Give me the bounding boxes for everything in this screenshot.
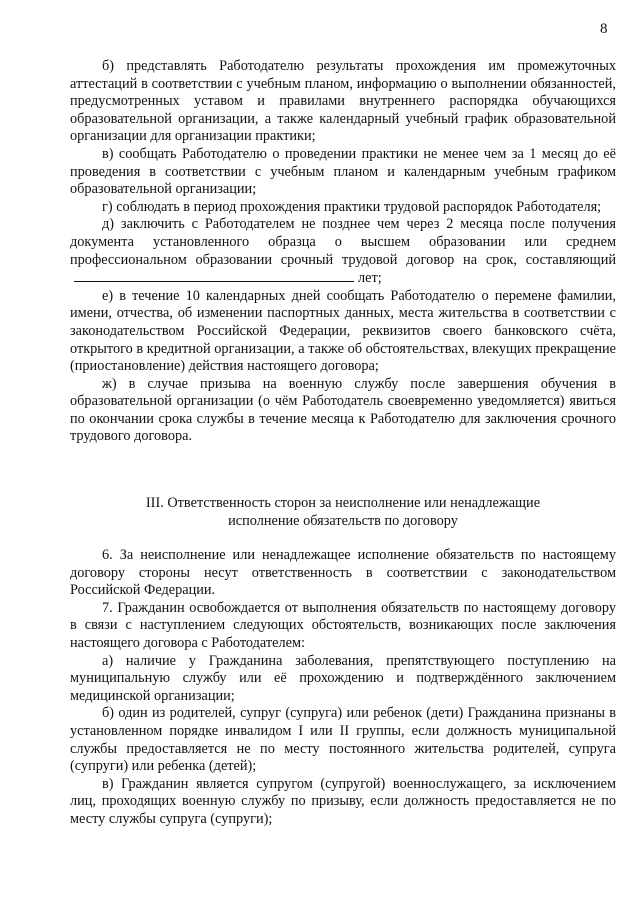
- responsibility-list: [70, 547, 616, 829]
- paragraph-6: 6. За неисполнение или ненадлежащее исполнение обязательств по настоящему договору стороны несут ответственность в соответствии с законодательством Российской Федерации.: [70, 547, 616, 599]
- contract-term-blank: [74, 269, 354, 282]
- paragraph-7-item-v: в) Гражданин является супругом (супругой) военнослужащего, за исключением лиц, проходящих военную службу по призыву, если должность предоставляется не по месту службы супруга (супруги);: [70, 775, 616, 827]
- item-d-text: д) заключить с Работодателем не позднее чем через 2 месяца после получения документа установленного образца о высшем образовании или среднем профессиональном образовании срочный трудовой договор на срок, составляющий: [70, 216, 616, 268]
- page-number: 8: [600, 21, 608, 37]
- obligations-list: [70, 58, 616, 446]
- paragraph-item-b: б) представлять Работодателю результаты прохождения им промежуточных аттестаций в соответствии с учебным планом, информацию о выполнении обязанностей, предусмотренных уставом и правилами внутреннего распорядка обучающихся образовательной организации, а также календарный учебный график образовательной организации для организации практики;: [70, 58, 616, 145]
- paragraph-item-zh: ж) в случае призыва на военную службу после завершения обучения в образовательной организации (о чём Работодатель своевременно уведомляется) явиться по окончании срока службы в течение месяца к Работодателю для заключения срочного трудового договора.: [70, 375, 616, 445]
- paragraph-item-g: г) соблюдать в период прохождения практики трудовой распорядок Работодателя;: [102, 198, 602, 215]
- paragraph-item-v: в) сообщать Работодателю о проведении практики не менее чем за 1 месяц до её проведения в соответствии с учебным планом и календарным учебным графиком образовательной организации;: [70, 145, 616, 198]
- paragraph-7: 7. Гражданин освобождается от выполнения обязательств по настоящему договору в связи с наступлением следующих обстоятельств, возникающих после заключения настоящего договора с Работодателем:: [70, 599, 616, 651]
- section-heading-line-2: исполнение обязательств по договору: [228, 512, 458, 529]
- paragraph-item-d: [70, 216, 616, 287]
- section-heading-line-1: III. Ответственность сторон за неисполнение или ненадлежащие: [145, 495, 541, 511]
- section-heading: [70, 495, 616, 530]
- paragraph-item-e: е) в течение 10 календарных дней сообщать Работодателю о перемене фамилии, имени, отчества, об изменении паспортных данных, места жительства в соответствии с законодательством Российской Федерации, реквизитов своего банковского счёта, открытого в кредитной организации, а также об обстоятельствах, влекущих прекращение (приостановление) действия настоящего договора;: [70, 287, 616, 375]
- paragraph-7-item-b: б) один из родителей, супруг (супруга) или ребенок (дети) Гражданина признаны в установленном порядке инвалидом I или II группы, если должность муниципальной службы предоставляется не по месту постоянного жительства родителей, супруга (супруги) или ребенка (детей);: [70, 705, 616, 775]
- paragraph-7-item-a: а) наличие у Гражданина заболевания, препятствующего поступлению на муниципальную службу или её прохождению и подтверждённого заключением медицинской организации;: [70, 652, 616, 704]
- item-d-suffix: лет;: [358, 270, 382, 287]
